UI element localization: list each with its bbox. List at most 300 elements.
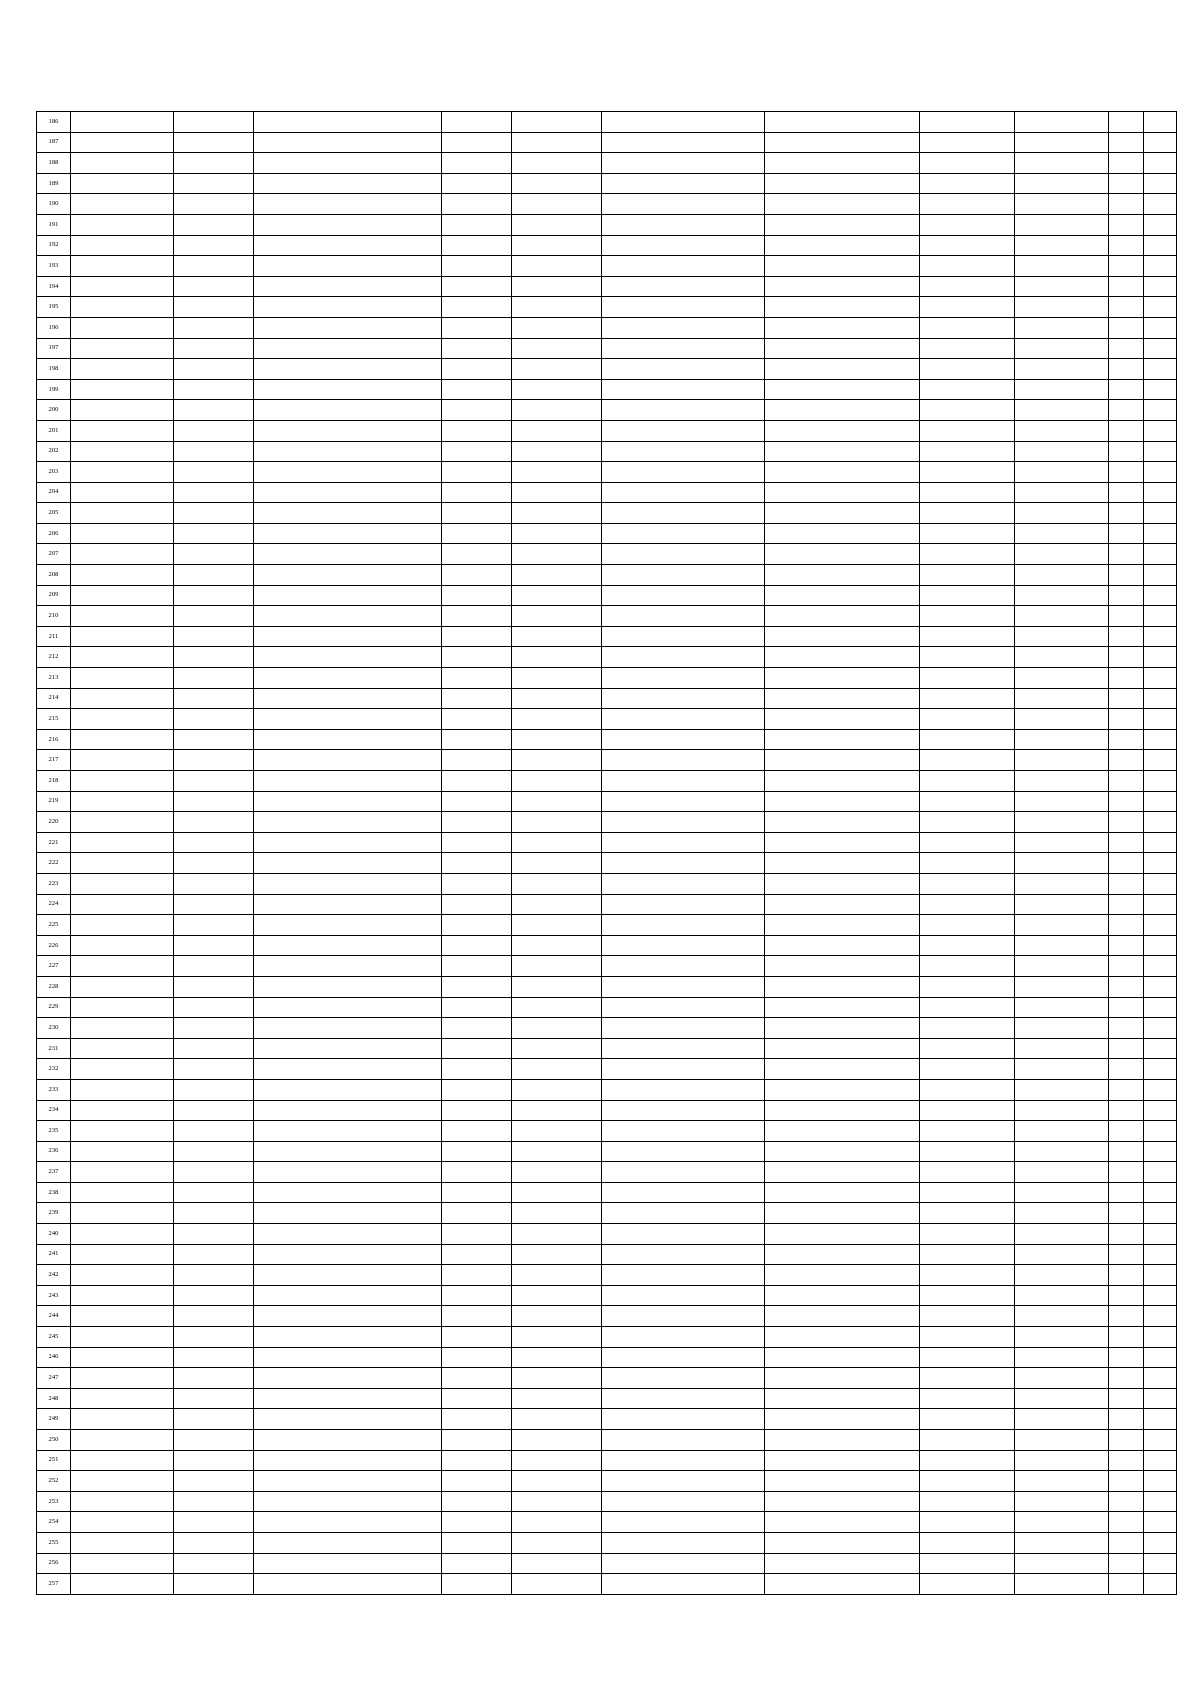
cell-registry-number bbox=[512, 1079, 602, 1100]
cell-registry-number bbox=[512, 1532, 602, 1553]
cell-quantity-b bbox=[1015, 750, 1109, 771]
cell-address bbox=[765, 709, 920, 730]
cell-registry-number bbox=[512, 1162, 602, 1183]
cell-district bbox=[71, 771, 174, 792]
cell-month bbox=[1109, 1121, 1144, 1142]
cell-organization bbox=[442, 668, 512, 689]
cell-month bbox=[1109, 1450, 1144, 1471]
cell-registry-number bbox=[512, 1224, 602, 1245]
cell-settlement bbox=[174, 771, 254, 792]
cell-quantity-b bbox=[1015, 1327, 1109, 1348]
cell-registry-number bbox=[512, 1018, 602, 1039]
cell-address bbox=[765, 1162, 920, 1183]
cell-quantity-b bbox=[1015, 1162, 1109, 1183]
cell-quantity-a bbox=[920, 935, 1015, 956]
cell-district bbox=[71, 503, 174, 524]
cell-settlement bbox=[174, 565, 254, 586]
cell-quantity-a bbox=[920, 915, 1015, 936]
cell-quantity-b bbox=[1015, 503, 1109, 524]
cell-address-cadastral bbox=[602, 873, 765, 894]
cell-organization bbox=[442, 1574, 512, 1595]
cell-quantity-a bbox=[920, 544, 1015, 565]
cell-settlement bbox=[174, 441, 254, 462]
cell-settlement bbox=[174, 709, 254, 730]
cell-address bbox=[765, 503, 920, 524]
cell-organization bbox=[442, 771, 512, 792]
cell-month bbox=[1109, 565, 1144, 586]
cell-registry-number bbox=[512, 1285, 602, 1306]
cell-row-number: 244 bbox=[37, 1306, 71, 1327]
cell-quantity-a bbox=[920, 1162, 1015, 1183]
table-row bbox=[37, 997, 1177, 1018]
table-row bbox=[37, 1471, 1177, 1492]
cell-registry-number bbox=[512, 379, 602, 400]
cell-work-type bbox=[254, 1079, 442, 1100]
cell-address-cadastral bbox=[602, 1121, 765, 1142]
cell-organization bbox=[442, 956, 512, 977]
cell-quantity-a bbox=[920, 647, 1015, 668]
cell-row-number: 248 bbox=[37, 1388, 71, 1409]
cell-quantity-b bbox=[1015, 420, 1109, 441]
cell-quantity-a bbox=[920, 668, 1015, 689]
cell-address bbox=[765, 1450, 920, 1471]
cell-year bbox=[1144, 1018, 1177, 1039]
cell-month bbox=[1109, 1388, 1144, 1409]
table-row bbox=[37, 1059, 1177, 1080]
cell-settlement bbox=[174, 997, 254, 1018]
cell-registry-number bbox=[512, 523, 602, 544]
cell-work-type bbox=[254, 276, 442, 297]
table-row bbox=[37, 194, 1177, 215]
cell-settlement bbox=[174, 626, 254, 647]
cell-registry-number bbox=[512, 853, 602, 874]
cell-district bbox=[71, 1574, 174, 1595]
cell-quantity-b bbox=[1015, 1265, 1109, 1286]
cell-year bbox=[1144, 1491, 1177, 1512]
cell-address bbox=[765, 791, 920, 812]
cell-address bbox=[765, 1018, 920, 1039]
cell-address-cadastral bbox=[602, 400, 765, 421]
cell-row-number: 224 bbox=[37, 894, 71, 915]
cell-address bbox=[765, 832, 920, 853]
cell-month bbox=[1109, 1018, 1144, 1039]
cell-settlement bbox=[174, 1368, 254, 1389]
cell-quantity-a bbox=[920, 112, 1015, 133]
cell-year bbox=[1144, 894, 1177, 915]
table-row bbox=[37, 379, 1177, 400]
cell-organization bbox=[442, 1430, 512, 1451]
cell-quantity-b bbox=[1015, 194, 1109, 215]
cell-quantity-b bbox=[1015, 1018, 1109, 1039]
cell-address-cadastral bbox=[602, 1327, 765, 1348]
cell-year bbox=[1144, 1553, 1177, 1574]
cell-registry-number bbox=[512, 112, 602, 133]
cell-organization bbox=[442, 132, 512, 153]
cell-month bbox=[1109, 832, 1144, 853]
cell-registry-number bbox=[512, 915, 602, 936]
cell-registry-number bbox=[512, 132, 602, 153]
cell-work-type bbox=[254, 1018, 442, 1039]
cell-month bbox=[1109, 771, 1144, 792]
cell-month bbox=[1109, 791, 1144, 812]
cell-work-type bbox=[254, 688, 442, 709]
cell-month bbox=[1109, 812, 1144, 833]
cell-settlement bbox=[174, 1100, 254, 1121]
cell-district bbox=[71, 1409, 174, 1430]
cell-quantity-b bbox=[1015, 709, 1109, 730]
cell-registry-number bbox=[512, 1182, 602, 1203]
cell-quantity-a bbox=[920, 853, 1015, 874]
cell-settlement bbox=[174, 359, 254, 380]
cell-settlement bbox=[174, 1162, 254, 1183]
cell-address-cadastral bbox=[602, 1018, 765, 1039]
cell-year bbox=[1144, 359, 1177, 380]
cell-work-type bbox=[254, 976, 442, 997]
cell-row-number: 218 bbox=[37, 771, 71, 792]
cell-registry-number bbox=[512, 194, 602, 215]
cell-year bbox=[1144, 1450, 1177, 1471]
cell-address-cadastral bbox=[602, 1285, 765, 1306]
cell-district bbox=[71, 1450, 174, 1471]
cell-year bbox=[1144, 606, 1177, 627]
cell-row-number: 199 bbox=[37, 379, 71, 400]
cell-quantity-a bbox=[920, 1285, 1015, 1306]
cell-row-number: 256 bbox=[37, 1553, 71, 1574]
cell-settlement bbox=[174, 1327, 254, 1348]
cell-address-cadastral bbox=[602, 317, 765, 338]
cell-settlement bbox=[174, 791, 254, 812]
cell-organization bbox=[442, 153, 512, 174]
cell-work-type bbox=[254, 1327, 442, 1348]
table-row bbox=[37, 585, 1177, 606]
table-row bbox=[37, 1532, 1177, 1553]
cell-address bbox=[765, 956, 920, 977]
cell-row-number: 194 bbox=[37, 276, 71, 297]
cell-quantity-a bbox=[920, 771, 1015, 792]
cell-organization bbox=[442, 1347, 512, 1368]
cell-year bbox=[1144, 235, 1177, 256]
cell-settlement bbox=[174, 688, 254, 709]
cell-registry-number bbox=[512, 956, 602, 977]
cell-year bbox=[1144, 523, 1177, 544]
cell-organization bbox=[442, 1038, 512, 1059]
cell-district bbox=[71, 729, 174, 750]
cell-address-cadastral bbox=[602, 668, 765, 689]
cell-work-type bbox=[254, 173, 442, 194]
cell-quantity-a bbox=[920, 1347, 1015, 1368]
cell-district bbox=[71, 1532, 174, 1553]
table-row bbox=[37, 214, 1177, 235]
cell-quantity-a bbox=[920, 1079, 1015, 1100]
cell-quantity-b bbox=[1015, 812, 1109, 833]
cell-work-type bbox=[254, 1121, 442, 1142]
cell-row-number: 243 bbox=[37, 1285, 71, 1306]
cell-organization bbox=[442, 688, 512, 709]
cell-month bbox=[1109, 1203, 1144, 1224]
cell-registry-number bbox=[512, 1430, 602, 1451]
cell-month bbox=[1109, 1347, 1144, 1368]
cell-month bbox=[1109, 873, 1144, 894]
cell-address bbox=[765, 420, 920, 441]
cell-organization bbox=[442, 750, 512, 771]
cell-row-number: 230 bbox=[37, 1018, 71, 1039]
cell-month bbox=[1109, 400, 1144, 421]
cell-row-number: 208 bbox=[37, 565, 71, 586]
cell-row-number: 204 bbox=[37, 482, 71, 503]
cell-district bbox=[71, 1512, 174, 1533]
cell-district bbox=[71, 441, 174, 462]
cell-organization bbox=[442, 523, 512, 544]
cell-settlement bbox=[174, 462, 254, 483]
cell-organization bbox=[442, 214, 512, 235]
cell-quantity-b bbox=[1015, 1430, 1109, 1451]
cell-address-cadastral bbox=[602, 832, 765, 853]
cell-work-type bbox=[254, 256, 442, 277]
cell-address-cadastral bbox=[602, 585, 765, 606]
cell-organization bbox=[442, 441, 512, 462]
cell-registry-number bbox=[512, 894, 602, 915]
table-row bbox=[37, 1491, 1177, 1512]
cell-work-type bbox=[254, 523, 442, 544]
cell-address-cadastral bbox=[602, 729, 765, 750]
cell-organization bbox=[442, 873, 512, 894]
cell-month bbox=[1109, 359, 1144, 380]
cell-district bbox=[71, 1347, 174, 1368]
table-row bbox=[37, 235, 1177, 256]
cell-settlement bbox=[174, 1285, 254, 1306]
cell-work-type bbox=[254, 1388, 442, 1409]
cell-year bbox=[1144, 462, 1177, 483]
cell-address bbox=[765, 585, 920, 606]
cell-quantity-b bbox=[1015, 544, 1109, 565]
cell-settlement bbox=[174, 297, 254, 318]
cell-row-number: 206 bbox=[37, 523, 71, 544]
cell-quantity-b bbox=[1015, 1059, 1109, 1080]
cell-year bbox=[1144, 997, 1177, 1018]
cell-row-number: 226 bbox=[37, 935, 71, 956]
cell-registry-number bbox=[512, 935, 602, 956]
cell-row-number: 209 bbox=[37, 585, 71, 606]
cell-work-type bbox=[254, 956, 442, 977]
table-row bbox=[37, 317, 1177, 338]
cell-quantity-a bbox=[920, 1203, 1015, 1224]
cell-row-number: 192 bbox=[37, 235, 71, 256]
cell-row-number: 233 bbox=[37, 1079, 71, 1100]
cell-address-cadastral bbox=[602, 709, 765, 730]
cell-work-type bbox=[254, 1244, 442, 1265]
table-row bbox=[37, 606, 1177, 627]
cell-work-type bbox=[254, 400, 442, 421]
cell-row-number: 188 bbox=[37, 153, 71, 174]
cell-district bbox=[71, 750, 174, 771]
table-row bbox=[37, 1244, 1177, 1265]
cell-row-number: 200 bbox=[37, 400, 71, 421]
cell-registry-number bbox=[512, 1553, 602, 1574]
cell-quantity-b bbox=[1015, 956, 1109, 977]
cell-row-number: 249 bbox=[37, 1409, 71, 1430]
cell-row-number: 232 bbox=[37, 1059, 71, 1080]
cell-district bbox=[71, 523, 174, 544]
cell-row-number: 205 bbox=[37, 503, 71, 524]
cell-quantity-a bbox=[920, 1121, 1015, 1142]
cell-address-cadastral bbox=[602, 1532, 765, 1553]
cell-registry-number bbox=[512, 317, 602, 338]
cell-row-number: 220 bbox=[37, 812, 71, 833]
cell-registry-number bbox=[512, 1327, 602, 1348]
cell-month bbox=[1109, 1306, 1144, 1327]
cell-work-type bbox=[254, 503, 442, 524]
cell-district bbox=[71, 1471, 174, 1492]
cell-registry-number bbox=[512, 647, 602, 668]
table-row bbox=[37, 1368, 1177, 1389]
cell-settlement bbox=[174, 585, 254, 606]
cell-organization bbox=[442, 1203, 512, 1224]
cell-year bbox=[1144, 1079, 1177, 1100]
cell-registry-number bbox=[512, 709, 602, 730]
cell-settlement bbox=[174, 1532, 254, 1553]
cell-district bbox=[71, 400, 174, 421]
table-row bbox=[37, 1553, 1177, 1574]
cell-organization bbox=[442, 606, 512, 627]
cell-quantity-a bbox=[920, 1244, 1015, 1265]
cell-work-type bbox=[254, 585, 442, 606]
cell-organization bbox=[442, 1059, 512, 1080]
cell-month bbox=[1109, 462, 1144, 483]
cell-district bbox=[71, 1430, 174, 1451]
table-row bbox=[37, 153, 1177, 174]
cell-month bbox=[1109, 153, 1144, 174]
cell-work-type bbox=[254, 1059, 442, 1080]
cell-address bbox=[765, 112, 920, 133]
cell-month bbox=[1109, 894, 1144, 915]
cell-quantity-a bbox=[920, 1532, 1015, 1553]
cell-address-cadastral bbox=[602, 976, 765, 997]
cell-year bbox=[1144, 256, 1177, 277]
cell-settlement bbox=[174, 1512, 254, 1533]
cell-month bbox=[1109, 1491, 1144, 1512]
cell-year bbox=[1144, 915, 1177, 936]
cell-registry-number bbox=[512, 420, 602, 441]
cell-quantity-a bbox=[920, 1141, 1015, 1162]
cell-row-number: 236 bbox=[37, 1141, 71, 1162]
cell-year bbox=[1144, 976, 1177, 997]
cell-month bbox=[1109, 379, 1144, 400]
cell-settlement bbox=[174, 214, 254, 235]
cell-row-number: 227 bbox=[37, 956, 71, 977]
cell-district bbox=[71, 1306, 174, 1327]
cell-address bbox=[765, 544, 920, 565]
cell-district bbox=[71, 647, 174, 668]
cell-work-type bbox=[254, 1512, 442, 1533]
cell-address-cadastral bbox=[602, 1574, 765, 1595]
cell-address bbox=[765, 1244, 920, 1265]
table-row bbox=[37, 1347, 1177, 1368]
cell-district bbox=[71, 153, 174, 174]
cell-row-number: 215 bbox=[37, 709, 71, 730]
cell-district bbox=[71, 688, 174, 709]
cell-year bbox=[1144, 420, 1177, 441]
cell-settlement bbox=[174, 400, 254, 421]
cell-year bbox=[1144, 668, 1177, 689]
cell-settlement bbox=[174, 915, 254, 936]
cell-year bbox=[1144, 935, 1177, 956]
cell-row-number: 195 bbox=[37, 297, 71, 318]
cell-district bbox=[71, 256, 174, 277]
cell-row-number: 210 bbox=[37, 606, 71, 627]
cell-work-type bbox=[254, 626, 442, 647]
cell-district bbox=[71, 1141, 174, 1162]
cell-year bbox=[1144, 709, 1177, 730]
cell-quantity-b bbox=[1015, 729, 1109, 750]
cell-district bbox=[71, 1491, 174, 1512]
cell-quantity-a bbox=[920, 894, 1015, 915]
table-row bbox=[37, 441, 1177, 462]
table-row bbox=[37, 832, 1177, 853]
cell-settlement bbox=[174, 1265, 254, 1286]
cell-registry-number bbox=[512, 173, 602, 194]
cell-address bbox=[765, 276, 920, 297]
cell-registry-number bbox=[512, 441, 602, 462]
cell-work-type bbox=[254, 832, 442, 853]
cell-row-number: 254 bbox=[37, 1512, 71, 1533]
cell-row-number: 222 bbox=[37, 853, 71, 874]
cell-quantity-a bbox=[920, 420, 1015, 441]
cell-month bbox=[1109, 935, 1144, 956]
cell-address bbox=[765, 812, 920, 833]
cell-quantity-a bbox=[920, 1059, 1015, 1080]
cell-district bbox=[71, 235, 174, 256]
cell-address bbox=[765, 132, 920, 153]
cell-quantity-b bbox=[1015, 668, 1109, 689]
cell-row-number: 231 bbox=[37, 1038, 71, 1059]
cell-organization bbox=[442, 1491, 512, 1512]
cell-month bbox=[1109, 729, 1144, 750]
cell-settlement bbox=[174, 1059, 254, 1080]
cell-organization bbox=[442, 997, 512, 1018]
cell-quantity-b bbox=[1015, 1182, 1109, 1203]
cell-settlement bbox=[174, 482, 254, 503]
cell-year bbox=[1144, 1121, 1177, 1142]
cell-settlement bbox=[174, 976, 254, 997]
cell-district bbox=[71, 1244, 174, 1265]
cell-quantity-b bbox=[1015, 317, 1109, 338]
cell-quantity-b bbox=[1015, 1450, 1109, 1471]
cell-address bbox=[765, 297, 920, 318]
cell-address bbox=[765, 853, 920, 874]
cell-quantity-b bbox=[1015, 1388, 1109, 1409]
cell-month bbox=[1109, 338, 1144, 359]
cell-registry-number bbox=[512, 1347, 602, 1368]
cell-quantity-a bbox=[920, 832, 1015, 853]
table-row bbox=[37, 1100, 1177, 1121]
cell-year bbox=[1144, 585, 1177, 606]
cell-district bbox=[71, 462, 174, 483]
cell-address-cadastral bbox=[602, 1059, 765, 1080]
cell-organization bbox=[442, 1368, 512, 1389]
cell-district bbox=[71, 853, 174, 874]
cell-address-cadastral bbox=[602, 420, 765, 441]
cell-year bbox=[1144, 1471, 1177, 1492]
cell-work-type bbox=[254, 482, 442, 503]
table-row bbox=[37, 1203, 1177, 1224]
cell-work-type bbox=[254, 915, 442, 936]
cell-address-cadastral bbox=[602, 1224, 765, 1245]
cell-organization bbox=[442, 235, 512, 256]
cell-organization bbox=[442, 832, 512, 853]
cell-work-type bbox=[254, 1265, 442, 1286]
cell-district bbox=[71, 132, 174, 153]
table-body bbox=[37, 112, 1177, 1595]
